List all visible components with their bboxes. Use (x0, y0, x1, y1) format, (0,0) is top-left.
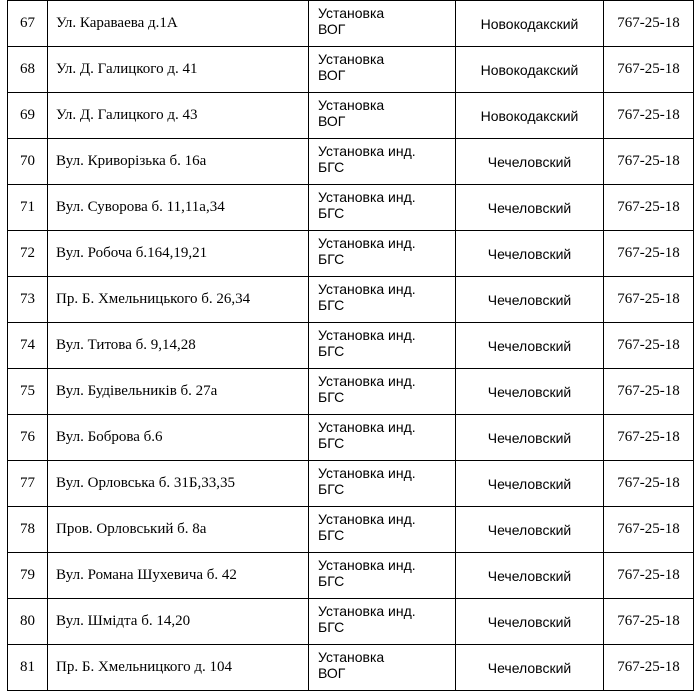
table-row (8, 323, 694, 369)
address-cell: Вул. Суворова б. 11,11а,34 (48, 185, 309, 231)
phone-cell: 767-25-18 (604, 185, 694, 231)
installation-type-line-1: Установка (318, 649, 385, 665)
row-number: 75 (8, 369, 48, 415)
installation-type-cell (309, 47, 456, 93)
row-number: 72 (8, 231, 48, 277)
row-number: 69 (8, 93, 48, 139)
district-cell: Чечеловский (456, 139, 604, 185)
table-row (8, 47, 694, 93)
district-cell: Новокодакский (456, 93, 604, 139)
address-cell: Пр. Б. Хмельницького б. 26,34 (48, 277, 309, 323)
installation-type-line-2: БГС (318, 527, 345, 543)
address-cell: Вул. Криворізька б. 16а (48, 139, 309, 185)
installation-type-line-1: Установка инд. (318, 465, 416, 481)
district-cell: Чечеловский (456, 231, 604, 277)
installation-type-line-2: БГС (318, 205, 345, 221)
district-cell: Новокодакский (456, 1, 604, 47)
installation-type-line-2: БГС (318, 343, 345, 359)
address-cell: Вул. Романа Шухевича б. 42 (48, 553, 309, 599)
table-row (8, 93, 694, 139)
address-table (7, 0, 694, 691)
installation-type-line-1: Установка инд. (318, 603, 416, 619)
phone-cell: 767-25-18 (604, 415, 694, 461)
table-body (8, 1, 694, 691)
address-cell: Пров. Орловський б. 8а (48, 507, 309, 553)
phone-cell: 767-25-18 (604, 93, 694, 139)
district-cell: Чечеловский (456, 599, 604, 645)
installation-type-line-2: БГС (318, 573, 345, 589)
phone-cell: 767-25-18 (604, 599, 694, 645)
address-cell: Ул. Д. Галицкого д. 41 (48, 47, 309, 93)
phone-cell: 767-25-18 (604, 645, 694, 691)
installation-type-line-2: ВОГ (318, 113, 346, 129)
table-row (8, 553, 694, 599)
installation-type-line-1: Установка инд. (318, 373, 416, 389)
row-number: 77 (8, 461, 48, 507)
row-number: 81 (8, 645, 48, 691)
installation-type-line-1: Установка инд. (318, 327, 416, 343)
address-cell: Вул. Шмідта б. 14,20 (48, 599, 309, 645)
installation-type-cell (309, 599, 456, 645)
installation-type-cell (309, 415, 456, 461)
installation-type-line-1: Установка (318, 97, 385, 113)
address-cell: Вул. Титова б. 9,14,28 (48, 323, 309, 369)
table-row (8, 139, 694, 185)
installation-type-line-2: ВОГ (318, 665, 346, 681)
installation-type-line-1: Установка (318, 5, 385, 21)
installation-type-line-2: ВОГ (318, 21, 346, 37)
installation-type-line-2: БГС (318, 389, 345, 405)
installation-type-line-1: Установка инд. (318, 557, 416, 573)
address-cell: Ул. Д. Галицкого д. 43 (48, 93, 309, 139)
installation-type-line-2: БГС (318, 251, 345, 267)
installation-type-cell (309, 185, 456, 231)
installation-type-line-1: Установка инд. (318, 281, 416, 297)
district-cell: Чечеловский (456, 185, 604, 231)
installation-type-cell (309, 507, 456, 553)
installation-type-cell (309, 645, 456, 691)
installation-type-line-1: Установка инд. (318, 235, 416, 251)
district-cell: Чечеловский (456, 369, 604, 415)
address-cell: Вул. Боброва б.6 (48, 415, 309, 461)
row-number: 76 (8, 415, 48, 461)
installation-type-line-2: БГС (318, 159, 345, 175)
installation-type-cell (309, 323, 456, 369)
installation-type-line-1: Установка инд. (318, 419, 416, 435)
phone-cell: 767-25-18 (604, 1, 694, 47)
district-cell: Новокодакский (456, 47, 604, 93)
installation-type-line-2: БГС (318, 481, 345, 497)
installation-type-line-1: Установка (318, 51, 385, 67)
table-row (8, 461, 694, 507)
table-row (8, 231, 694, 277)
table-row (8, 277, 694, 323)
phone-cell: 767-25-18 (604, 553, 694, 599)
installation-type-line-2: БГС (318, 297, 345, 313)
phone-cell: 767-25-18 (604, 47, 694, 93)
installation-type-line-1: Установка инд. (318, 143, 416, 159)
district-cell: Чечеловский (456, 553, 604, 599)
district-cell: Чечеловский (456, 461, 604, 507)
row-number: 70 (8, 139, 48, 185)
address-cell: Вул. Робоча б.164,19,21 (48, 231, 309, 277)
table-row (8, 599, 694, 645)
address-cell: Вул. Орловська б. 31Б,33,35 (48, 461, 309, 507)
phone-cell: 767-25-18 (604, 369, 694, 415)
installation-type-cell (309, 1, 456, 47)
installation-type-cell (309, 277, 456, 323)
row-number: 74 (8, 323, 48, 369)
installation-type-line-2: БГС (318, 619, 345, 635)
row-number: 67 (8, 1, 48, 47)
row-number: 68 (8, 47, 48, 93)
installation-type-line-1: Установка инд. (318, 189, 416, 205)
row-number: 71 (8, 185, 48, 231)
district-cell: Чечеловский (456, 645, 604, 691)
phone-cell: 767-25-18 (604, 277, 694, 323)
phone-cell: 767-25-18 (604, 231, 694, 277)
table-row (8, 185, 694, 231)
table-row (8, 1, 694, 47)
installation-type-line-1: Установка инд. (318, 511, 416, 527)
phone-cell: 767-25-18 (604, 323, 694, 369)
installation-type-cell (309, 369, 456, 415)
table-row (8, 369, 694, 415)
row-number: 80 (8, 599, 48, 645)
address-cell: Ул. Караваева д.1А (48, 1, 309, 47)
phone-cell: 767-25-18 (604, 461, 694, 507)
installation-type-line-2: БГС (318, 435, 345, 451)
district-cell: Чечеловский (456, 323, 604, 369)
district-cell: Чечеловский (456, 415, 604, 461)
phone-cell: 767-25-18 (604, 139, 694, 185)
installation-type-cell (309, 461, 456, 507)
table-row (8, 645, 694, 691)
installation-type-cell (309, 139, 456, 185)
district-cell: Чечеловский (456, 277, 604, 323)
table-row (8, 415, 694, 461)
row-number: 73 (8, 277, 48, 323)
table-row (8, 507, 694, 553)
installation-type-cell (309, 231, 456, 277)
address-cell: Пр. Б. Хмельницкого д. 104 (48, 645, 309, 691)
installation-type-cell (309, 93, 456, 139)
district-cell: Чечеловский (456, 507, 604, 553)
row-number: 79 (8, 553, 48, 599)
row-number: 78 (8, 507, 48, 553)
address-cell: Вул. Будівельників б. 27а (48, 369, 309, 415)
installation-type-line-2: ВОГ (318, 67, 346, 83)
installation-type-cell (309, 553, 456, 599)
phone-cell: 767-25-18 (604, 507, 694, 553)
